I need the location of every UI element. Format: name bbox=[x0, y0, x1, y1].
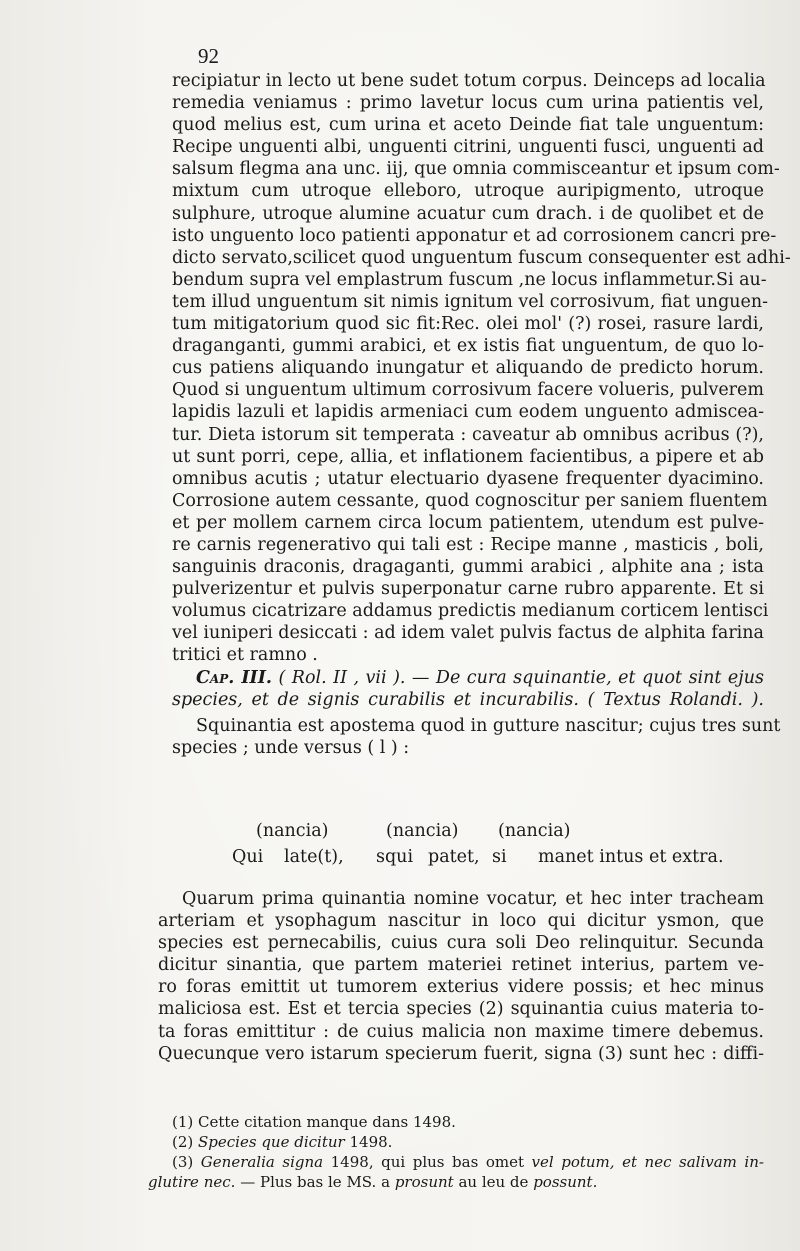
verse-gloss-row bbox=[172, 818, 764, 844]
footnote-mark: (2) bbox=[172, 1133, 194, 1151]
footnote-text: Cette citation manque dans 1498. bbox=[198, 1113, 456, 1131]
text-line: arteriam et ysophagum nascitur in loco qui dicitur ysmon, que bbox=[158, 911, 764, 932]
text-line: ta foras emittitur : de cuius malicia non maxime timere debemus. bbox=[158, 1021, 764, 1042]
text-line: Quecunque vero istarum specierum fuerit, signa (3) sunt hec : diffi- bbox=[158, 1043, 764, 1064]
footnote-1 bbox=[148, 1112, 764, 1132]
text-line: species est pernecabilis, cuius cura soli Deo relinquitur. Secunda bbox=[158, 933, 764, 954]
text-line: remedia veniamus : primo lavetur locus cum urina patientis vel, bbox=[172, 93, 764, 114]
paragraph-species bbox=[158, 888, 764, 1065]
text-line: isto unguento loco patienti apponatur et ad corrosionem cancri pre- bbox=[172, 225, 777, 246]
text-line: dicitur sinantia, que partem materiei retinet interius, partem ve- bbox=[158, 955, 764, 976]
footnote-text: Species que dicitur bbox=[198, 1133, 345, 1151]
chapter-number: Cap. III. bbox=[196, 667, 273, 688]
text-line: sanguinis draconis, dragaganti, gummi arabici , alphite ana ; ista bbox=[172, 557, 764, 578]
text-line: pulverizentur et pulvis superponatur carne rubro apparente. Et si bbox=[172, 579, 764, 600]
paragraph-recipe bbox=[172, 70, 791, 759]
text-line: ut sunt porri, cepe, allia, et inflationem facientibus, a pipere et ab bbox=[172, 446, 764, 467]
text-line: Quod si unguentum ultimum corrosivum facere volueris, pulverem bbox=[172, 380, 764, 401]
text-line: species ; unde versus ( l ) : bbox=[172, 737, 410, 758]
text-line: et per mollem carnem circa locum patientem, utendum est pulve- bbox=[172, 512, 764, 533]
verse-gloss: (nancia) bbox=[256, 821, 329, 841]
text-line: mixtum cum utroque elleboro, utroque auripigmento, utroque bbox=[172, 181, 764, 202]
text-line: re carnis regenerativo qui tali est : Recipe manne , masticis , boli, bbox=[172, 534, 764, 555]
text-line: tritici et ramno . bbox=[172, 645, 318, 666]
chapter-title: ( Rol. II , vii ). — De cura squinantie, et quot sint ejus bbox=[278, 667, 764, 688]
footnote-text: au leu de bbox=[458, 1173, 529, 1191]
text-line: cus patiens aliquando inungatur et aliquando de predicto horum. bbox=[172, 358, 764, 379]
text-line: salsum flegma ana unc. iij, que omnia commisceantur et ipsum com- bbox=[172, 159, 780, 180]
text-line: ro foras emittit ut tumorem exterius videre possis; et hec minus bbox=[158, 977, 764, 998]
page-number: 92 bbox=[198, 44, 219, 68]
text-line: tur. Dieta istorum sit temperata : caveatur ab omnibus acribus (?), bbox=[172, 424, 764, 445]
text-line: quod melius est, cum urina et aceto Deinde fiat tale unguentum: bbox=[172, 115, 764, 136]
verse-gloss: (nancia) bbox=[386, 821, 459, 841]
chapter-heading-continued: species, et de signis curabilis et incurabilis. ( Textus Rolandi. ). bbox=[172, 689, 764, 710]
verse-gloss: (nancia) bbox=[498, 821, 571, 841]
verse-word: late(t), bbox=[284, 847, 344, 867]
text-line: draganganti, gummi arabici, et ex istis fiat unguentum, de quo lo- bbox=[172, 336, 764, 357]
footnote-3 bbox=[148, 1152, 764, 1172]
footnote-2 bbox=[148, 1132, 764, 1152]
chapter-heading bbox=[172, 667, 764, 689]
text-line: Corrosione autem cessante, quod cognoscitur per saniem fluentem bbox=[172, 490, 768, 511]
text-line: bendum supra vel emplastrum fuscum ,ne locus inflammetur.Si au- bbox=[172, 269, 767, 290]
footnotes bbox=[148, 1112, 764, 1192]
footnote-mark: (3) bbox=[172, 1153, 194, 1171]
footnote-text: glutire nec. bbox=[148, 1173, 236, 1191]
text-line: dicto servato,scilicet quod unguentum fuscum consequenter est adhi- bbox=[172, 247, 791, 268]
footnote-text: prosunt bbox=[394, 1173, 454, 1191]
text-line: vel iuniperi desiccati : ad idem valet pulvis factus de alphita farina bbox=[172, 623, 764, 644]
footnote-text: possunt. bbox=[533, 1173, 598, 1191]
text-line: maliciosa est. Est et tercia species (2) squinantia cuius materia to- bbox=[158, 999, 764, 1020]
text-line: tum mitigatorium quod sic fit:Rec. olei mol' (?) rosei, rasure lardi, bbox=[172, 314, 764, 335]
text-line: Squinantia est apostema quod in gutture nascitur; cujus tres sunt bbox=[196, 715, 781, 736]
footnote-text: vel potum, et nec salivam in- bbox=[531, 1153, 764, 1171]
footnote-text: Generalia signa bbox=[200, 1153, 324, 1171]
verse bbox=[172, 818, 764, 870]
text-line: tem illud unguentum sit nimis ignitum vel corrosivum, fiat unguen- bbox=[172, 291, 769, 312]
verse-word: manet intus et extra. bbox=[538, 847, 724, 867]
footnote-text: — Plus bas le MS. a bbox=[240, 1173, 391, 1191]
text-line: volumus cicatrizare addamus predictis medianum corticem lentisci bbox=[172, 601, 769, 622]
footnote-text: 1498. bbox=[349, 1133, 393, 1151]
verse-word: Qui bbox=[232, 847, 264, 867]
text-line: recipiatur in lecto ut bene sudet totum corpus. Deinceps ad localia bbox=[172, 71, 766, 91]
text-line: lapidis lazuli et lapidis armeniaci cum eodem unguento admiscea- bbox=[172, 402, 764, 423]
footnote-text: 1498, qui plus bas omet bbox=[330, 1153, 524, 1171]
verse-word: si bbox=[492, 847, 507, 867]
text-line: sulphure, utroque alumine acuatur cum drach. i de quolibet et de bbox=[172, 203, 764, 224]
text-line: Recipe unguenti albi, unguenti citrini, unguenti fusci, unguenti ad bbox=[172, 137, 764, 158]
footnote-3-continued bbox=[148, 1172, 764, 1192]
verse-line bbox=[172, 844, 764, 870]
verse-word: squi bbox=[376, 847, 414, 867]
verse-word: patet, bbox=[428, 847, 480, 867]
footnote-mark: (1) bbox=[172, 1113, 194, 1131]
text-line: Quarum prima quinantia nomine vocatur, et hec inter tracheam bbox=[182, 889, 764, 909]
text-line: omnibus acutis ; utatur electuario dyasene frequenter dyacimino. bbox=[172, 468, 764, 489]
